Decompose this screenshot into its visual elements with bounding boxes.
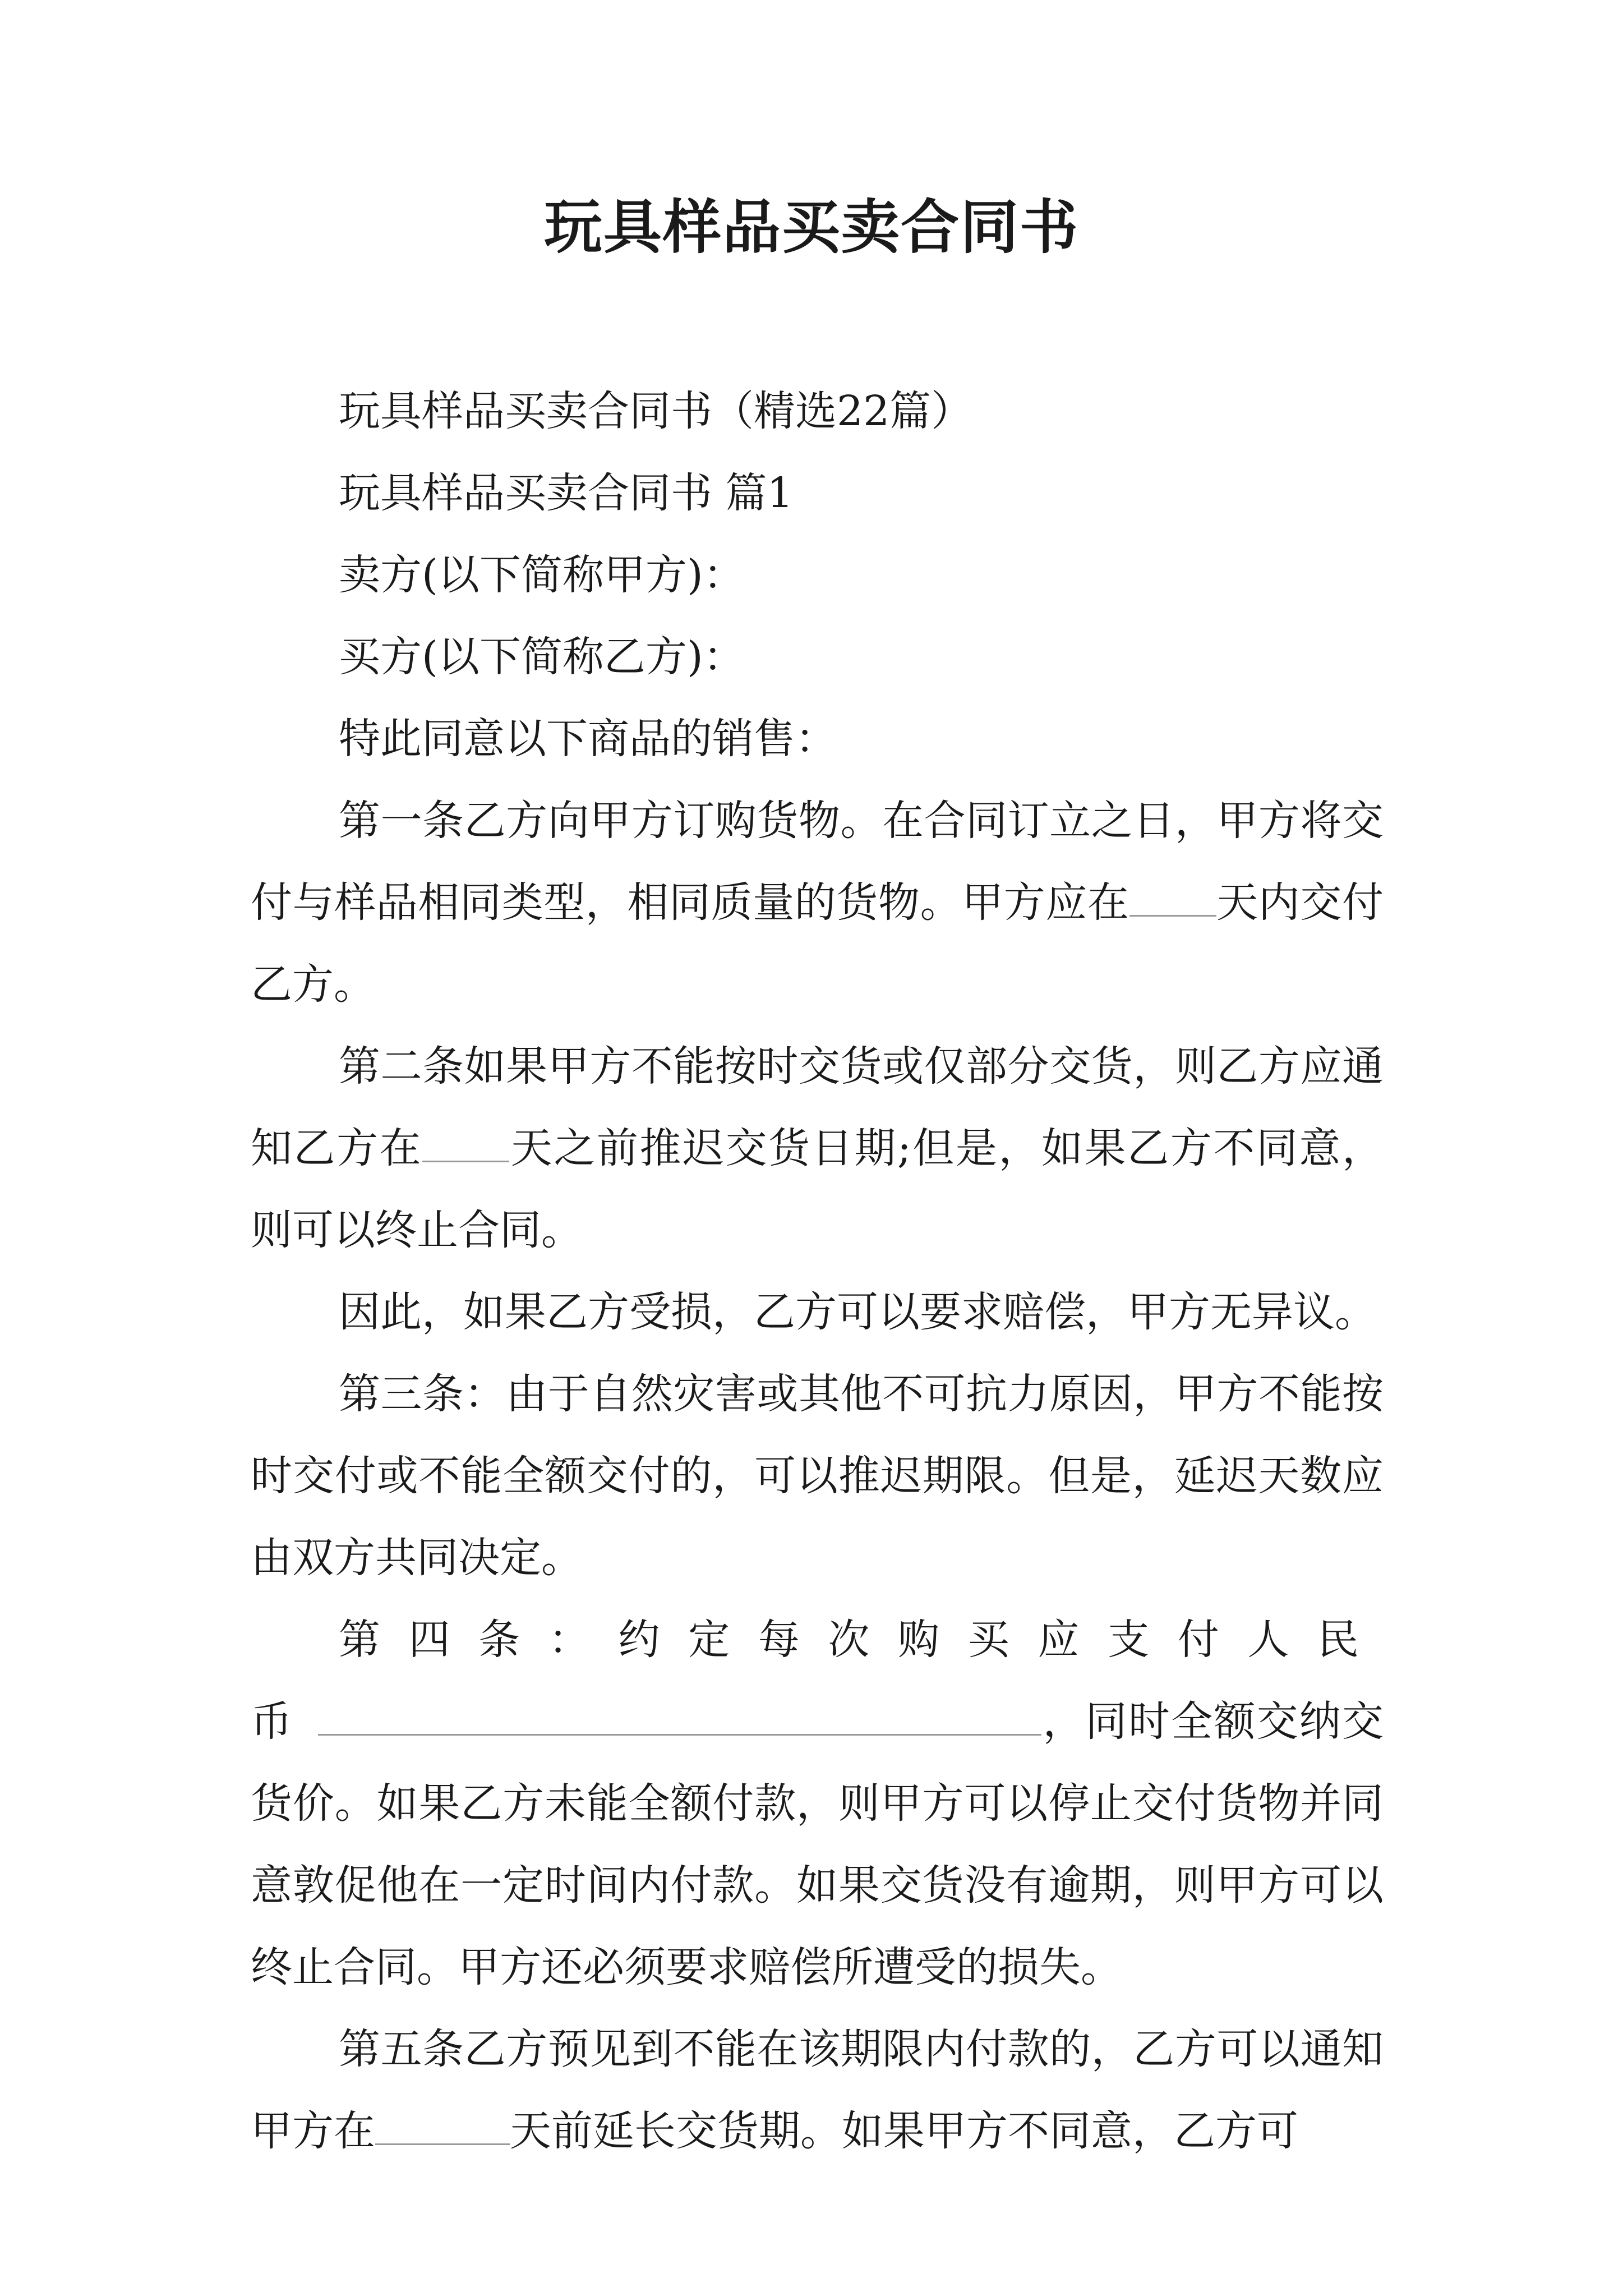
clause-2 xyxy=(251,1025,1384,1271)
clause-2-text-b: 天之前推迟交货日期;但是，如果乙方不同意，则可以终止合同。 xyxy=(251,1124,1384,1254)
document-body xyxy=(251,370,1384,2172)
clause-5-text-a: 第五条乙方预见到不能在该期限内付款的，乙方可以通知甲方在 xyxy=(251,2025,1384,2155)
clause-2-text-a: 第二条如果甲方不能按时交货或仅部分交货，则乙方应通知乙方在 xyxy=(251,1042,1384,1172)
fill-in-blank xyxy=(1129,881,1216,917)
section-heading: 玩具样品买卖合同书 篇1 xyxy=(339,469,794,517)
document-title: 玩具样品买卖合同书 xyxy=(543,192,1079,261)
clause-5-text-b: 天前延长交货期。如果甲方不同意，乙方可 xyxy=(510,2107,1298,2155)
seller-line: 卖方(以下简称甲方)： xyxy=(339,551,745,599)
clause-1-text-b: 天内交付乙方。 xyxy=(251,878,1384,1009)
clause-4-text-b: ，同时全额交纳交货价。如果乙方未能全额付款，则甲方可以停止交付货物并同意敦促他在一定时间内付款。如果交货没有逾期，则甲方可以终止合同。甲方还必须要求赔偿所遭受的损失。 xyxy=(251,1697,1384,1991)
clause-5 xyxy=(251,2008,1384,2172)
fill-in-blank xyxy=(422,1127,509,1162)
clause-2-note: 因此，如果乙方受损，乙方可以要求赔偿，甲方无异议。 xyxy=(339,1288,1376,1336)
fill-in-blank xyxy=(318,1700,1041,1736)
fill-in-blank xyxy=(375,2110,510,2145)
agreement-intro: 特此同意以下商品的销售： xyxy=(339,715,837,763)
subtitle-line: 玩具样品买卖合同书（精选22篇） xyxy=(339,387,973,435)
clause-1 xyxy=(251,780,1384,1025)
buyer-line: 买方(以下简称乙方)： xyxy=(339,633,745,681)
clause-4 xyxy=(251,1599,1384,2008)
clause-1-text-a: 第一条乙方向甲方订购货物。在合同订立之日，甲方将交付与样品相同类型，相同质量的货物。甲方应在 xyxy=(251,797,1384,927)
clause-4-text-a: 第四条：约定每次购买应支付人民币 xyxy=(251,1616,1384,1746)
clause-3: 第三条：由于自然灾害或其他不可抗力原因，甲方不能按时交付或不能全额交付的，可以推迟期限。但是，延迟天数应由双方共同决定。 xyxy=(251,1370,1384,1582)
